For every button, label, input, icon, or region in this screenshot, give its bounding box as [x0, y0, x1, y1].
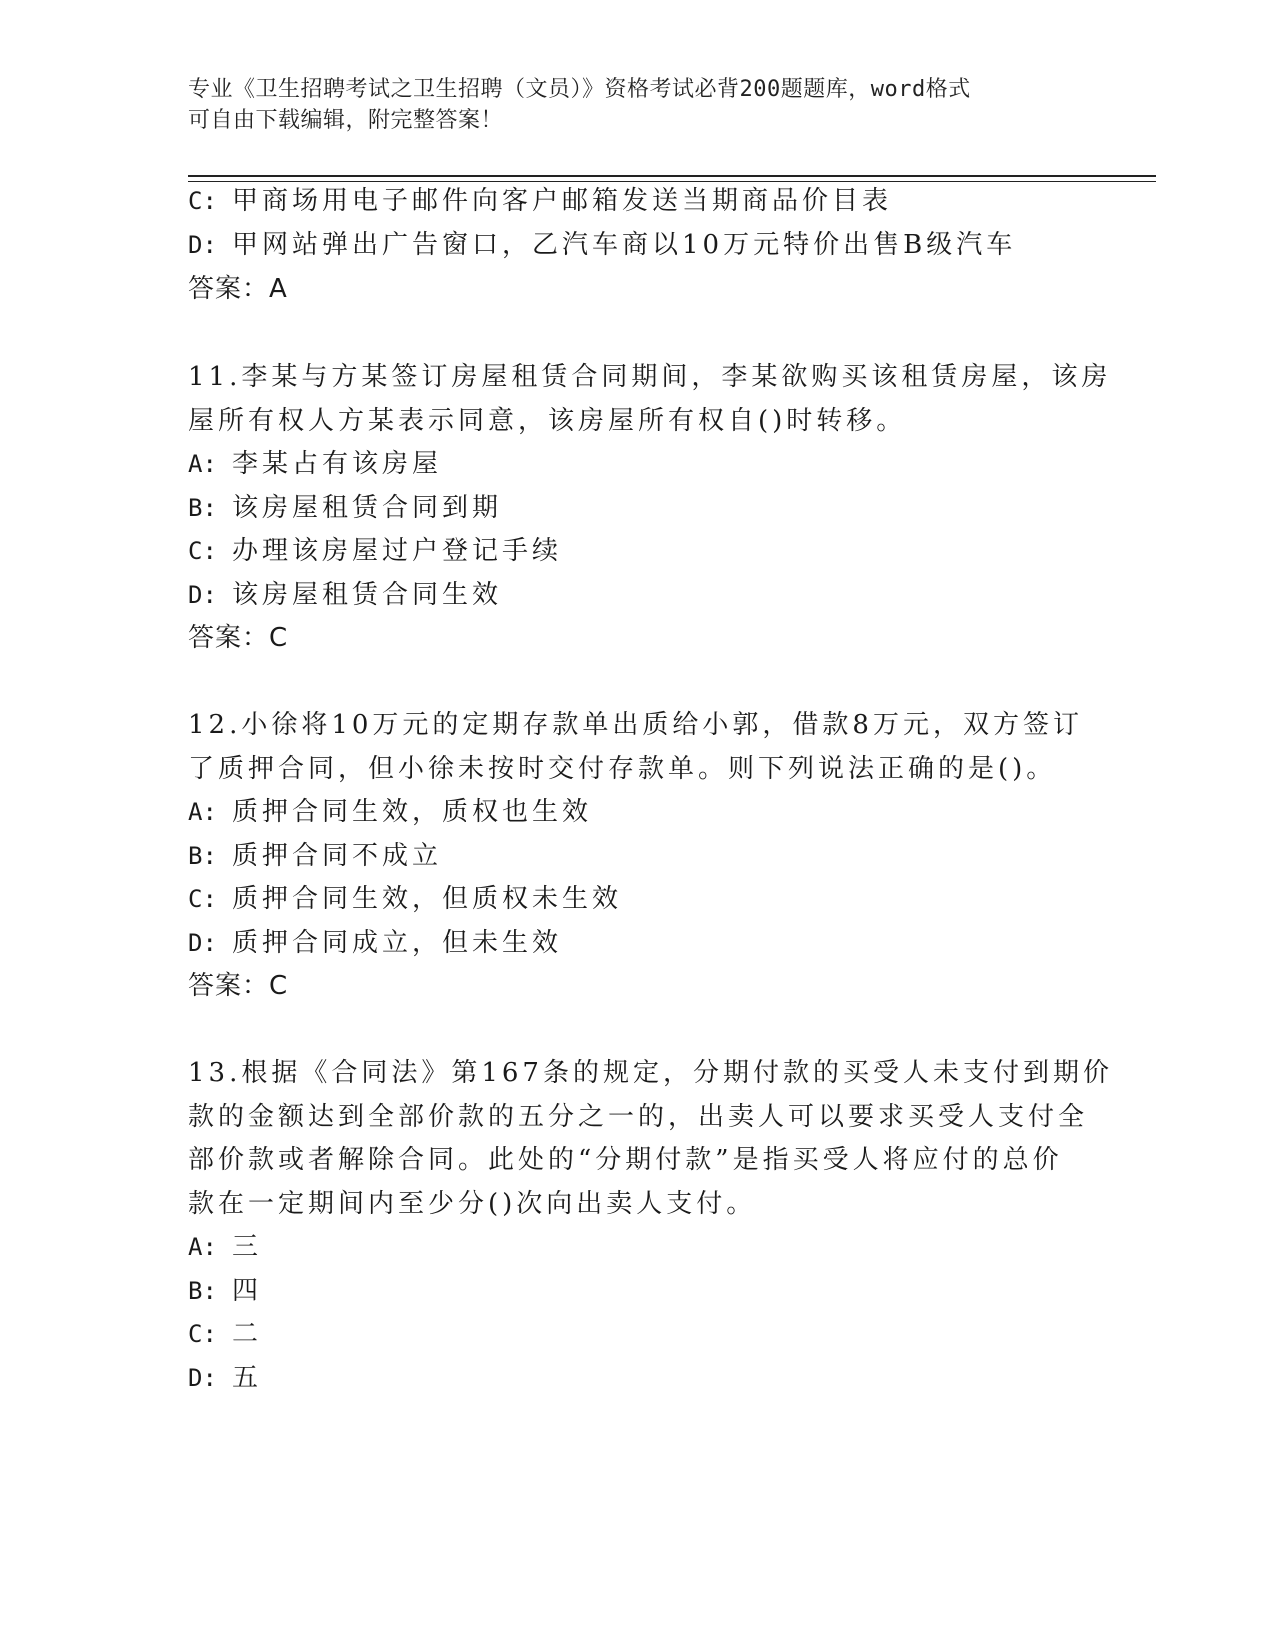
option-label: C: [188, 1320, 217, 1348]
q13-option-c [188, 1311, 262, 1357]
option-text: 三 [232, 1232, 263, 1262]
option-text: 该房屋租赁合同生效 [232, 580, 503, 610]
option-text: 质押合同生效，质权也生效 [232, 797, 593, 827]
q13-stem-line-1: 13.根据《合同法》第167条的规定，分期付款的买受人未支付到期价 [188, 1058, 1113, 1088]
q13-stem-line-3: 部价款或者解除合同。此处的“分期付款”是指买受人将应付的总价 [188, 1145, 1063, 1175]
option-text: 办理该房屋过户登记手续 [232, 536, 563, 566]
q13-option-b [188, 1268, 262, 1314]
option-label: C: [188, 537, 217, 565]
option-label: D: [188, 231, 217, 259]
prev-option-c [188, 178, 892, 224]
option-label: A: [188, 798, 217, 826]
q13-stem-line-2: 款的金额达到全部价款的五分之一的，出卖人可以要求买受人支付全 [188, 1102, 1089, 1132]
option-text: 该房屋租赁合同到期 [232, 493, 503, 523]
q12-option-b [188, 833, 442, 879]
prev-answer: 答案：A [188, 274, 288, 304]
q11-stem-line-2: 屋所有权人方某表示同意，该房屋所有权自()时转移。 [188, 406, 907, 436]
q13-option-d [188, 1355, 262, 1401]
q12-stem-line-2: 了质押合同，但小徐未按时交付存款单。则下列说法正确的是()。 [188, 754, 1057, 784]
q12-option-c [188, 876, 622, 922]
option-label: D: [188, 581, 217, 609]
option-label: D: [188, 929, 217, 957]
q11-option-d [188, 572, 502, 618]
header-line-2: 可自由下载编辑，附完整答案！ [188, 108, 504, 133]
q11-option-c [188, 528, 562, 574]
option-label: A: [188, 1233, 217, 1261]
option-label: A: [188, 450, 217, 478]
option-label: C: [188, 885, 217, 913]
option-text: 李某占有该房屋 [232, 449, 443, 479]
q11-answer: 答案：C [188, 623, 289, 653]
q12-option-d [188, 920, 562, 966]
q13-option-a [188, 1224, 262, 1270]
option-text: 甲网站弹出广告窗口，乙汽车商以10万元特价出售B级汽车 [232, 230, 1017, 260]
q11-stem-line-1: 11.李某与方某签订房屋租赁合同期间，李某欲购买该租赁房屋，该房 [188, 362, 1112, 392]
option-text: 质押合同成立，但未生效 [232, 928, 563, 958]
option-text: 二 [232, 1319, 263, 1349]
option-label: D: [188, 1364, 217, 1392]
option-text: 五 [232, 1363, 263, 1393]
header-divider-thick [188, 175, 1156, 177]
q11-option-b [188, 485, 502, 531]
option-label: B: [188, 842, 217, 870]
option-text: 甲商场用电子邮件向客户邮箱发送当期商品价目表 [232, 186, 893, 216]
option-label: B: [188, 1277, 217, 1305]
q13-stem-line-4: 款在一定期间内至少分()次向出卖人支付。 [188, 1189, 757, 1219]
q11-option-a [188, 441, 442, 487]
prev-option-d [188, 222, 1016, 268]
option-text: 四 [232, 1276, 263, 1306]
option-label: C: [188, 187, 217, 215]
option-text: 质押合同生效，但质权未生效 [232, 884, 623, 914]
document-header [188, 74, 1088, 136]
option-label: B: [188, 494, 217, 522]
q12-option-a [188, 789, 592, 835]
header-line-1: 专业《卫生招聘考试之卫生招聘（文员）》资格考试必背200题题库，word格式 [188, 77, 971, 102]
q12-answer: 答案：C [188, 971, 289, 1001]
option-text: 质押合同不成立 [232, 841, 443, 871]
q12-stem-line-1: 12.小徐将10万元的定期存款单出质给小郭，借款8万元，双方签订 [188, 710, 1083, 740]
